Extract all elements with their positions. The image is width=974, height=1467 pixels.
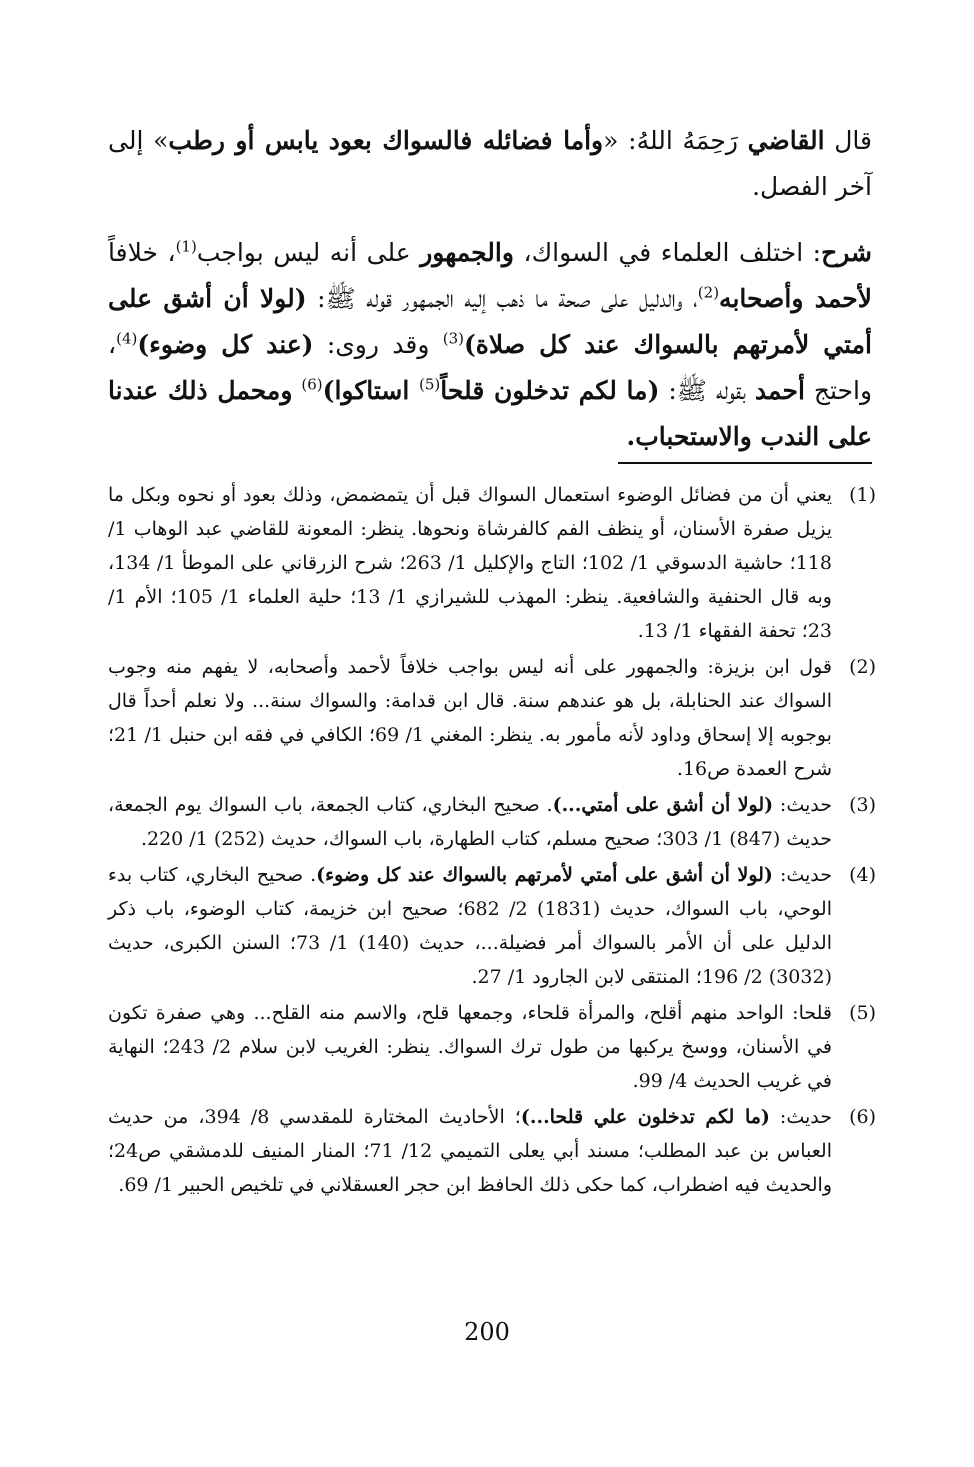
- footnote-number: (6): [849, 1106, 876, 1128]
- footnote: [108, 478, 876, 648]
- text-run: حديث:: [772, 864, 833, 886]
- footnote-text: [108, 996, 832, 1098]
- footnote-text: [108, 478, 832, 648]
- footnote-ref[interactable]: (1): [175, 237, 197, 256]
- text-run: . صحيح البخاري، كتاب بدء الوحي، باب السواك، حديث (1831) 2/ 682؛ صحيح ابن خزيمة، كتاب الوضوء، باب ذكر الدليل على أن الأمر بالسواك أمر فضيلة...، حديث (140) 1/ 73؛ السنن الكبرى، حديث (3032) 2/ 196؛ المنتقى لابن الجارود 1/ 27.: [108, 864, 832, 988]
- bold-run: (لولا أن أشق على أمتي...): [552, 794, 774, 816]
- bold-hadith: (لولا أن أشق على أمتي لأمرتهم بالسواك عند كل صلاة): [108, 284, 872, 359]
- bold-run: أحمد: [754, 376, 805, 405]
- paragraph-quote: [108, 118, 872, 210]
- footnote-text: [108, 650, 832, 786]
- text-run: . صحيح البخاري، كتاب الجمعة، باب السواك يوم الجمعة، حديث (847) 1/ 303؛ صحيح مسلم، كتاب الطهارة، باب السواك، حديث (252) 1/ 220.: [108, 794, 832, 850]
- text-run: : اختلف العلماء في السواك،: [513, 238, 822, 267]
- footnote-ref[interactable]: (4): [116, 329, 138, 348]
- footnote-ref[interactable]: (5): [419, 375, 441, 394]
- text-run: بقوله ﷺ:: [659, 376, 755, 405]
- footnote-ref[interactable]: (3): [442, 329, 464, 348]
- footnote: [108, 1100, 876, 1202]
- footnote-number: (2): [849, 656, 876, 678]
- footnote-number: (1): [849, 484, 876, 506]
- footnote-number: (4): [849, 864, 876, 886]
- bold-run: (لولا أن أشق على أمتي لأمرتهم بالسواك عند كل وضوء): [316, 864, 773, 886]
- footnote: [108, 858, 876, 994]
- paragraph-commentary: [108, 230, 872, 460]
- text-run: قال: [824, 126, 872, 155]
- text-run: ؛ الأحاديث المختارة للمقدسي 8/ 394، من حديث العباس بن عبد المطلب؛ مسند أبي يعلى التميمي 12/ 71؛ المنار المنيف للدمشقي ص24؛ والحديث فيه اضطراب، كما حكى ذلك الحافظ ابن حجر العسقلاني في تلخيص الحبير 1/ 69.: [108, 1106, 833, 1196]
- text-run: قول ابن بزيزة: والجمهور على أنه ليس بواجب خلافاً لأحمد وأصحابه، لا يفهم منه وجوب السواك عند الحنابلة، بل هو عندهم سنة. قال ابن قدامة: والسواك سنة... ولا نعلم أحداً قال بوجوبه إلا إسحاق وداود لأنه مأمور به. ينظر: المغني 1/ 69؛ الكافي في فقه ابن حنبل 1/ 21؛ شرح العمدة ص16.: [108, 656, 832, 780]
- footnote-divider: [618, 462, 872, 464]
- footnote-text: [108, 788, 832, 856]
- footnote-ref[interactable]: (6): [301, 375, 323, 394]
- bold-hadith: استاكوا): [322, 376, 420, 405]
- bold-run: (ما لكم تدخلون علي قلحا...): [520, 1106, 770, 1128]
- footnote: [108, 788, 876, 856]
- footnote-number: (3): [849, 794, 876, 816]
- main-text: [108, 118, 872, 460]
- bold-hadith: (عند كل وضوء): [137, 330, 314, 359]
- footnote-text: [108, 858, 832, 994]
- text-run: حديث:: [769, 1106, 832, 1128]
- text-run: ، واحتج: [108, 330, 873, 405]
- footnote: [108, 650, 876, 786]
- text-run: ، والدليل على صحة ما ذهب إليه الجمهور قوله ﷺ:: [306, 284, 698, 313]
- bold-hadith: (ما لكم تدخلون قلحاً: [440, 376, 660, 405]
- text-run: قلحا: الواحد منهم أقلح، والمرأة قلحاء، وجمعها قلح، والاسم منه القلح... وهي صفرة تكون في الأسنان، ووسخ يركبها من طول ترك السواك. ينظر: الغريب لابن سلام 2/ 243؛ النهاية في غريب الحديث 4/ 99.: [108, 1002, 832, 1092]
- footnote-text: [108, 1100, 832, 1202]
- text-run: يعني أن من فضائل الوضوء استعمال السواك قبل أن يتمضمض، وذلك بعود أو نحوه وبكل ما يزيل صفرة الأسنان، أو ينظف الفم كالفرشاة ونحوها. ينظر: المعونة للقاضي عبد الوهاب 1/ 118؛ حاشية الدسوقي 1/ 102؛ التاج والإكليل 1/ 263؛ شرح الزرقاني على الموطأ 1/ 134، وبه قال الحنفية والشافعية. ينظر: المهذب للشيرازي 1/ 13؛ حلية العلماء 1/ 105؛ الأم 1/ 23؛ تحفة الفقهاء 1/ 13.: [108, 484, 832, 642]
- bold-quote: وأما فضائله فالسواك بعود يابس أو رطب: [168, 126, 604, 155]
- footnote-ref[interactable]: (2): [697, 283, 720, 302]
- text-run: » إلى آخر الفصل.: [108, 126, 872, 201]
- commentary-label: شرح: [821, 238, 872, 267]
- footnote-number: (5): [849, 1002, 876, 1024]
- footnote: [108, 996, 876, 1098]
- bold-run: ومحمل ذلك عندنا على الندب والاستحباب.: [108, 376, 872, 451]
- text-run: ، خلافاً: [108, 238, 176, 267]
- bold-run: لأحمد وأصحابه: [719, 284, 872, 313]
- text-run: وقد روى:: [313, 330, 443, 359]
- footnotes: [108, 478, 876, 1204]
- bold-run: القاضي: [747, 126, 825, 155]
- text-run: على أنه ليس بواجب: [196, 238, 421, 267]
- bold-run: والجمهور: [420, 238, 514, 267]
- text-run: رَحِمَهُ اللهُ: «: [603, 126, 748, 155]
- page-number: 200: [464, 1318, 510, 1346]
- text-run: حديث:: [773, 794, 832, 816]
